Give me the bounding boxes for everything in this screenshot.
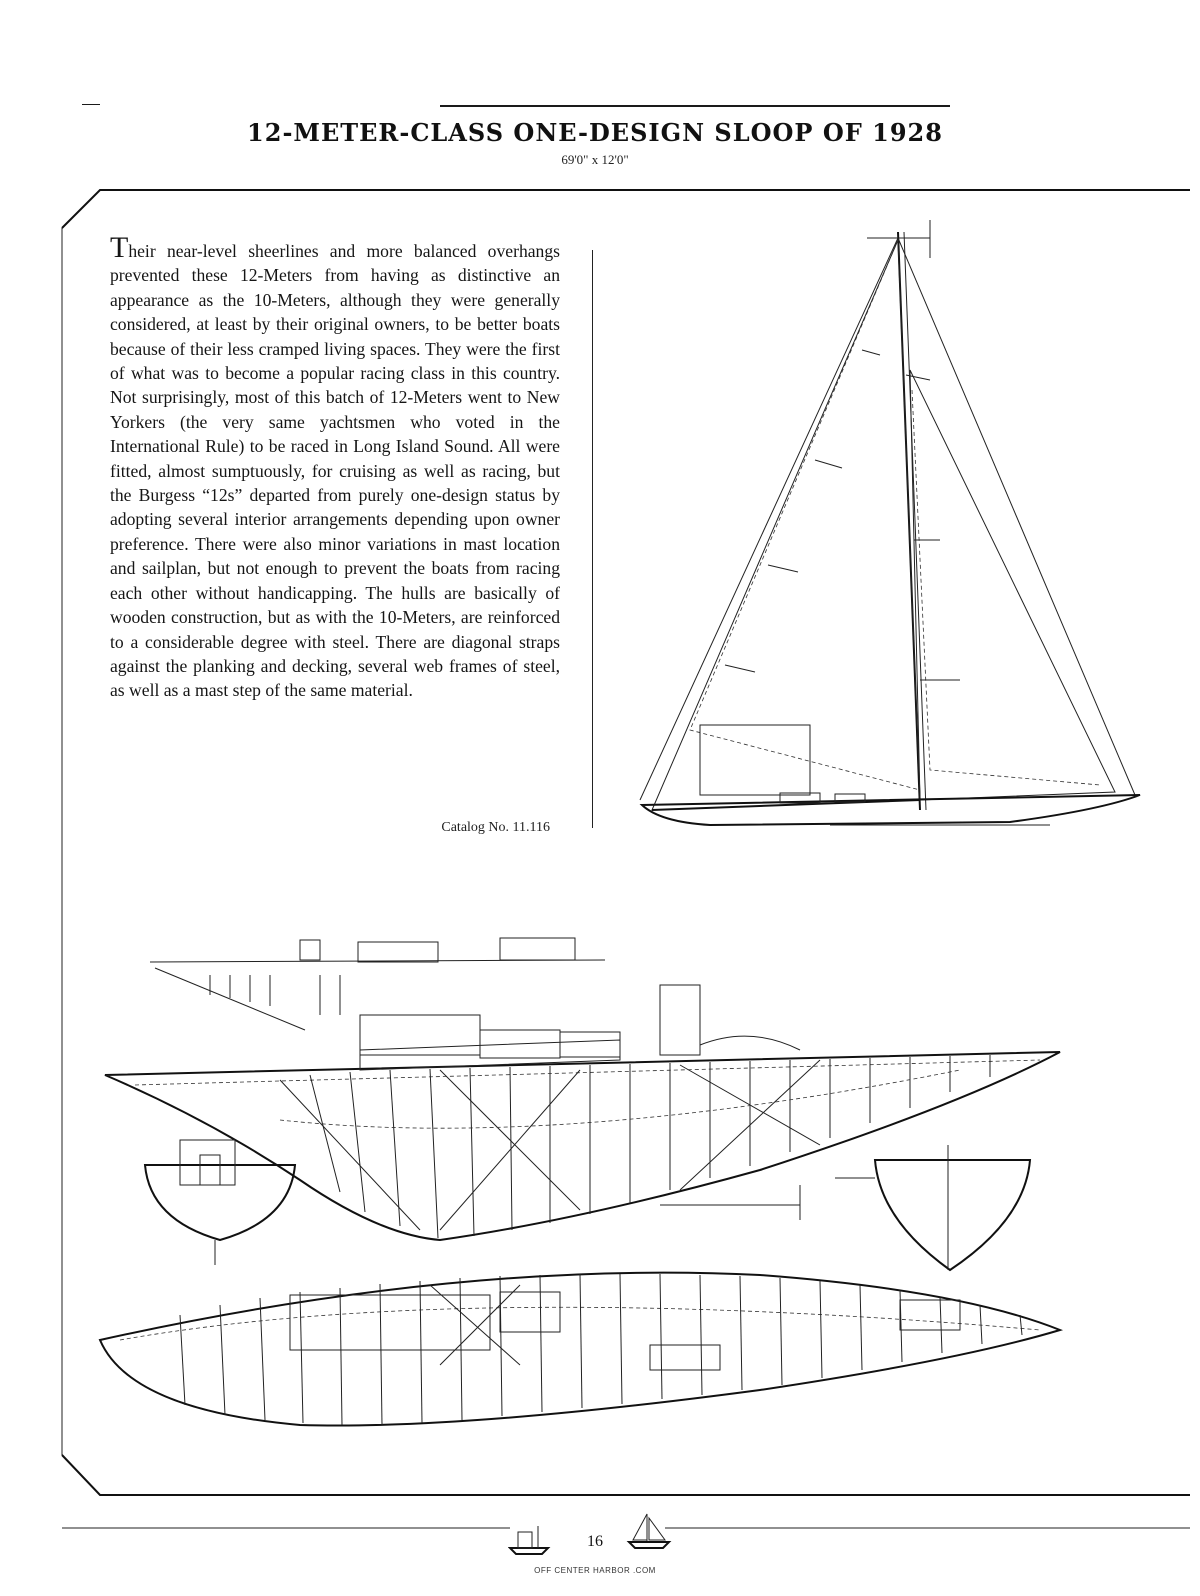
drop-cap: T xyxy=(110,231,129,264)
page-subtitle: 69'0" x 12'0" xyxy=(561,152,629,167)
description-body: heir near-level sheerlines and more balanced overhangs prevented these 12-Meters from having as distinctive an appearance as the 10-Meters, although they were generally considered, at least by their original owners, to be better boats because of their less cramped living spaces. They were the first of what was to become a popular racing class in this country. Not surprisingly, most of this batch of 12-Meters went to New Yorkers (the very same yachtsmen who voted in the International Rule) to be raced in Long Island Sound. All were fitted, almost sumptuously, for cruising as well as racing, but the Burgess “12s” departed from purely one-design status by adopting several interior arrangements depending upon owner preference. There were also minor variations in mast location and sailplan, but not enough to prevent the boats from racing each other without handicapping. The hulls are basically of wooden construction, but as with the 10-Meters, are reinforced to a considerable degree with steel. There are diagonal straps against the planking and decking, several web frames of steel, as well as a mast step of the same material. xyxy=(110,241,560,701)
catalog-number: Catalog No. 11.116 xyxy=(441,820,550,835)
column-divider xyxy=(592,250,593,828)
footer-logo-boat-icon xyxy=(508,1518,568,1558)
sail-plan-drawing xyxy=(630,210,1150,850)
page-title: 12-METER-CLASS ONE-DESIGN SLOOP OF 1928 xyxy=(247,118,943,147)
construction-plan-drawing xyxy=(60,920,1160,1480)
footer-logo-sailboat-icon xyxy=(625,1510,675,1550)
page-number: 16 xyxy=(587,1533,603,1550)
footer-website[interactable]: OFF CENTER HARBOR .COM xyxy=(534,1566,656,1575)
description-text xyxy=(110,231,560,703)
